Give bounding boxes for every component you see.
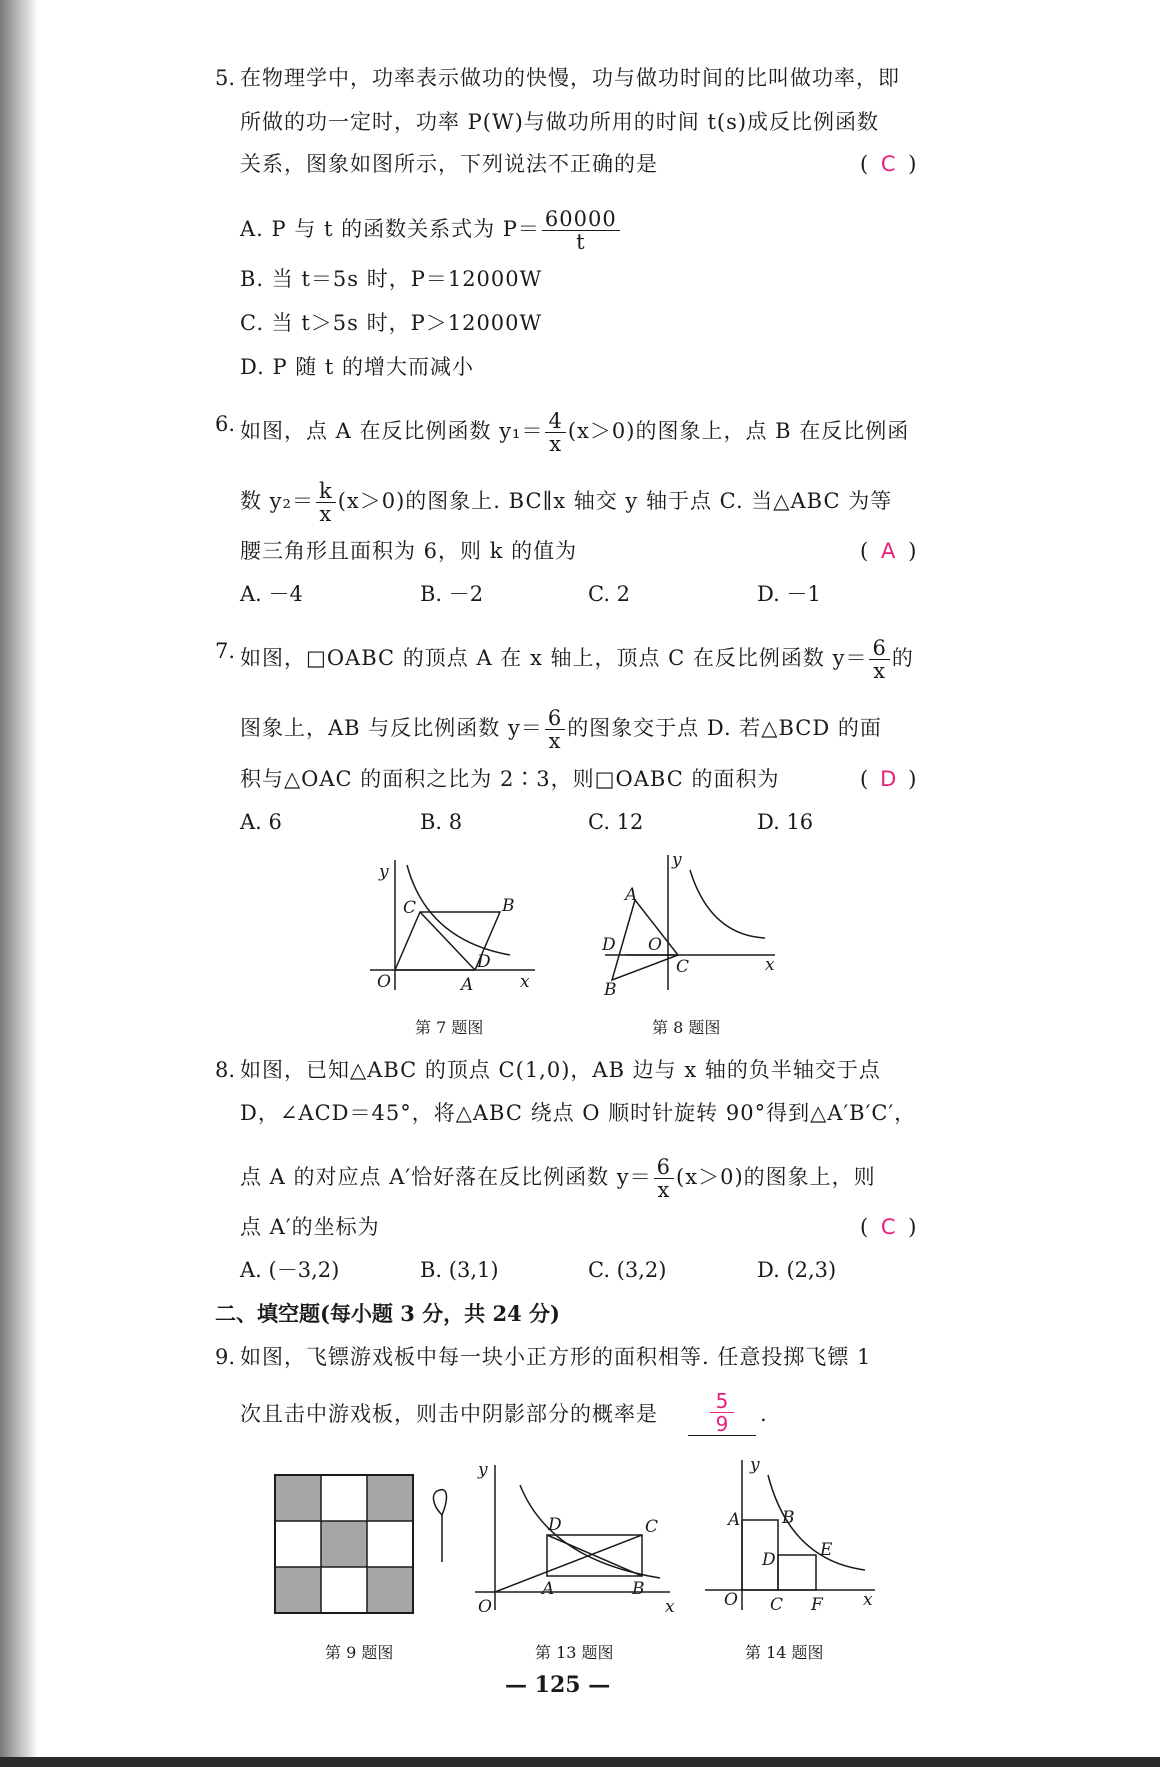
q5-line3: 关系，图象如图所示，下列说法不正确的是 (240, 152, 658, 176)
q5-answer: ( C ) (860, 152, 917, 176)
q7-option-a: A. 6 (240, 810, 282, 834)
section-2-heading: 二、填空题(每小题 3 分，共 24 分) (215, 1301, 560, 1326)
label-a: A (625, 885, 638, 905)
label-f: F (811, 1595, 823, 1615)
label-c: C (770, 1595, 784, 1615)
label-y: y (379, 862, 389, 882)
q8-answer: ( C ) (860, 1215, 917, 1239)
label-c: C (645, 1517, 659, 1537)
q8-option-d: D. (2,3) (757, 1258, 837, 1282)
q7-line2 (240, 707, 882, 752)
q6-option-d: D. －1 (757, 582, 821, 606)
rectangle-cdef (778, 1555, 816, 1590)
q7-line1-pre: 如图，□OABC 的顶点 A 在 x 轴上，顶点 C 在反比例函数 y＝ (240, 646, 868, 670)
fraction-numerator: k (316, 480, 336, 503)
dart-icon (433, 1490, 446, 1515)
q6-line2-pre: 数 y₂＝ (240, 489, 314, 513)
q8-line2: D，∠ACD＝45°，将△ABC 绕点 O 顺时针旋转 90°得到△A′B′C′， (240, 1101, 917, 1125)
label-c: C (403, 898, 417, 918)
hyperbola-curve (407, 865, 510, 955)
q6-line1-pre: 如图，点 A 在反比例函数 y₁＝ (240, 419, 544, 443)
label-d: D (762, 1550, 776, 1570)
label-b: B (632, 1579, 645, 1599)
q5-option-a-fraction (542, 208, 620, 253)
fraction-numerator: 6 (545, 707, 565, 730)
q7-option-c: C. 12 (588, 810, 644, 834)
q5-option-c: C. 当 t＞5s 时，P＞12000W (240, 311, 543, 335)
shaded-square (321, 1521, 367, 1567)
label-x: x (765, 955, 775, 975)
q8-number: 8. (215, 1058, 236, 1082)
label-x: x (863, 1590, 873, 1610)
label-o: O (724, 1590, 738, 1610)
label-e: E (820, 1540, 833, 1560)
q8-option-b: B. (3,1) (420, 1258, 499, 1282)
q8-line3-fraction (654, 1156, 674, 1201)
label-a: A (461, 975, 474, 995)
q7-line3: 积与△OAC 的面积之比为 2∶3，则□OABC 的面积为 (240, 767, 780, 791)
label-b: B (782, 1508, 795, 1528)
q8-line3-post: (x＞0)的图象上，则 (676, 1165, 876, 1189)
fraction-denominator: x (548, 729, 562, 753)
q9-answer-numerator: 5 (710, 1390, 734, 1413)
q6-line3: 腰三角形且面积为 6，则 k 的值为 (240, 539, 578, 563)
q6-option-c: C. 2 (588, 582, 631, 606)
label-b: B (502, 896, 515, 916)
q7-line2-pre: 图象上，AB 与反比例函数 y＝ (240, 716, 543, 740)
q8-answer-value: C (880, 1215, 896, 1239)
q7-option-d: D. 16 (757, 810, 814, 834)
fraction-denominator: x (549, 432, 563, 456)
q8-line3-pre: 点 A 的对应点 A′恰好落在反比例函数 y＝ (240, 1165, 652, 1189)
fraction-numerator: 4 (545, 410, 565, 433)
q5-number: 5. (215, 66, 236, 90)
hyperbola-curve (520, 1485, 660, 1578)
q8-option-a: A. (－3,2) (240, 1258, 340, 1282)
q5-option-b: B. 当 t＝5s 时，P＝12000W (240, 267, 543, 291)
shaded-square (367, 1475, 413, 1521)
figure-13 (470, 1460, 680, 1620)
q6-option-a: A. －4 (240, 582, 303, 606)
q8-line4: 点 A′的坐标为 (240, 1215, 380, 1239)
label-d: D (477, 952, 491, 972)
fraction-numerator: 6 (654, 1156, 674, 1179)
q7-answer-value: D (880, 767, 897, 791)
shaded-square (275, 1567, 321, 1613)
fraction-denominator: x (657, 1178, 671, 1202)
q6-line2-post: (x＞0)的图象上. BC∥x 轴交 y 轴于点 C. 当△ABC 为等 (337, 489, 893, 513)
label-o: O (478, 1597, 492, 1617)
q6-answer-value: A (881, 539, 896, 563)
q9-answer-denominator: 9 (715, 1412, 729, 1436)
fraction-denominator: t (576, 230, 586, 254)
label-x: x (520, 972, 530, 992)
q7-line1-fraction (869, 637, 889, 682)
label-o: O (377, 972, 391, 992)
figure-7-caption: 第 7 题图 (415, 1018, 484, 1037)
shaded-square (367, 1567, 413, 1613)
q5-line1: 在物理学中，功率表示做功的快慢，功与做功时间的比叫做功率，即 (240, 66, 900, 90)
figure-13-caption: 第 13 题图 (535, 1643, 614, 1662)
q7-line2-post: 的图象交于点 D. 若△BCD 的面 (567, 716, 882, 740)
q9-line1: 如图，飞镖游戏板中每一块小正方形的面积相等. 任意投掷飞镖 1 (240, 1345, 872, 1369)
hyperbola-curve (690, 870, 765, 938)
fraction-denominator: x (319, 502, 333, 526)
q6-number: 6. (215, 412, 236, 436)
page-number: — 125 — (505, 1672, 611, 1698)
q7-option-b: B. 8 (420, 810, 463, 834)
q8-option-c: C. (3,2) (588, 1258, 667, 1282)
label-a: A (542, 1579, 555, 1599)
label-d: D (548, 1515, 562, 1535)
q7-line1-post: 的 (891, 646, 914, 670)
q6-line1-post: (x＞0)的图象上，点 B 在反比例函 (567, 419, 910, 443)
figure-8 (590, 850, 790, 1000)
fraction-numerator: 60000 (542, 208, 620, 231)
figure-8-caption: 第 8 题图 (652, 1018, 721, 1037)
figure-14-caption: 第 14 题图 (745, 1643, 824, 1662)
q6-line1-fraction (545, 410, 565, 455)
q8-line3 (240, 1156, 876, 1201)
label-d: D (602, 935, 616, 955)
q6-line2-fraction (316, 480, 336, 525)
label-y: y (672, 850, 682, 870)
shaded-square (275, 1475, 321, 1521)
q6-line1 (240, 410, 909, 455)
q7-number: 7. (215, 639, 236, 663)
q9-number: 9. (215, 1345, 236, 1369)
q7-line1 (240, 637, 914, 682)
bottom-edge-bar (0, 1757, 1160, 1767)
label-b: B (604, 980, 617, 1000)
q9-answer-blank (688, 1390, 756, 1436)
figure-7 (365, 855, 545, 995)
fraction-numerator: 6 (869, 637, 889, 660)
figure-9 (270, 1470, 460, 1620)
figure-14 (700, 1455, 880, 1620)
q5-option-a (240, 208, 622, 253)
q5-line2: 所做的功一定时，功率 P(W)与做功所用的时间 t(s)成反比例函数 (240, 110, 880, 134)
figure-9-caption: 第 9 题图 (325, 1643, 394, 1662)
label-x: x (665, 1597, 675, 1617)
q9-period: . (760, 1402, 768, 1426)
label-a: A (728, 1510, 741, 1530)
q8-line1: 如图，已知△ABC 的顶点 C(1,0)，AB 边与 x 轴的负半轴交于点 (240, 1058, 881, 1082)
q7-answer: ( D ) (860, 767, 917, 791)
label-o: O (648, 935, 662, 955)
q6-answer: ( A ) (860, 539, 917, 563)
label-c: C (676, 957, 690, 977)
fraction-denominator: x (873, 659, 887, 683)
q5-option-a-text: A. P 与 t 的函数关系式为 P＝ (240, 217, 540, 241)
q6-option-b: B. －2 (420, 582, 484, 606)
q6-line2 (240, 480, 892, 525)
label-y: y (478, 1460, 488, 1480)
page-binding-shadow (0, 0, 38, 1767)
label-y: y (750, 1455, 760, 1475)
q5-answer-value: C (880, 152, 896, 176)
q7-line2-fraction (545, 707, 565, 752)
q5-option-d: D. P 随 t 的增大而减小 (240, 355, 475, 379)
q9-line2: 次且击中游戏板，则击中阴影部分的概率是 (240, 1402, 658, 1426)
